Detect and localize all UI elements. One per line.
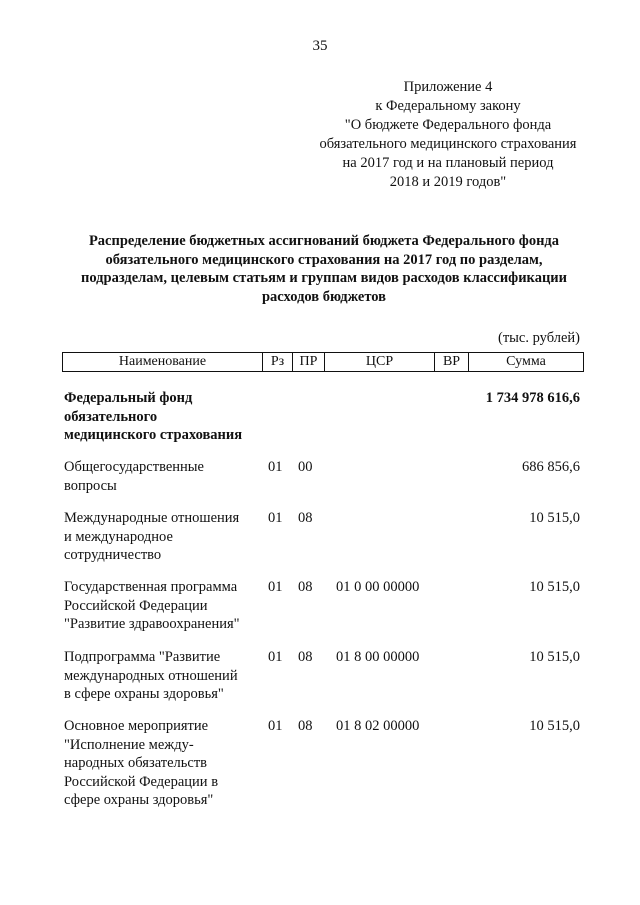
row-name-line: сотрудничество bbox=[64, 547, 162, 563]
row-name-line: Федеральный фонд bbox=[64, 390, 193, 406]
row-rz: 01 bbox=[268, 649, 283, 665]
table-header bbox=[62, 352, 584, 372]
row-name-line: Общегосударственные bbox=[64, 459, 204, 475]
row-name-line: вопросы bbox=[64, 477, 117, 494]
row-sum: 1 734 978 616,6 bbox=[485, 390, 580, 406]
row-rz: 01 bbox=[268, 510, 283, 526]
appendix-line: Приложение 4 bbox=[403, 79, 493, 95]
row-sum: 686 856,6 bbox=[522, 459, 580, 475]
row-rz: 01 bbox=[268, 459, 283, 475]
row-name-line: Основное мероприятие bbox=[64, 718, 209, 734]
row-csr: 01 8 02 00000 bbox=[336, 718, 420, 734]
header-csr: ЦСР bbox=[325, 353, 435, 371]
title-line: обязательного медицинского страхования на 2017 год по разделам, bbox=[105, 251, 543, 268]
row-name bbox=[64, 509, 264, 565]
appendix-line: 2018 и 2019 годов" bbox=[389, 174, 507, 190]
document-title bbox=[64, 232, 584, 306]
appendix-line: "О бюджете Федерального фонда bbox=[344, 117, 552, 133]
row-sum: 10 515,0 bbox=[529, 718, 580, 734]
row-pr: 00 bbox=[298, 459, 313, 475]
row-sum: 10 515,0 bbox=[529, 510, 580, 526]
row-name-line: в сфере охраны здоровья" bbox=[64, 686, 224, 702]
header-pr: ПР bbox=[293, 353, 325, 371]
row-name bbox=[64, 648, 264, 704]
row-rz: 01 bbox=[268, 579, 283, 595]
title-line: подразделам, целевым статьям и группам видов расходов классификации bbox=[80, 270, 568, 286]
row-name-line: обязательного bbox=[64, 408, 158, 425]
row-name-line: и международное bbox=[64, 528, 173, 545]
row-name bbox=[64, 458, 264, 495]
row-name bbox=[64, 389, 264, 445]
appendix-line: к Федеральному закону bbox=[375, 98, 521, 114]
header-vr: ВР bbox=[435, 353, 469, 371]
row-name-line: Российской Федерации bbox=[64, 597, 208, 614]
row-pr: 08 bbox=[298, 510, 313, 526]
row-name-line: "Развитие здравоохранения" bbox=[64, 616, 240, 632]
row-name-line: Подпрограмма "Развитие bbox=[64, 649, 221, 665]
row-name-line: народных обязательств bbox=[64, 755, 207, 771]
appendix-reference bbox=[296, 78, 600, 192]
units-label: (тыс. рублей) bbox=[498, 330, 580, 346]
row-pr: 08 bbox=[298, 718, 313, 734]
row-rz: 01 bbox=[268, 718, 283, 734]
row-name-line: международных отношений bbox=[64, 667, 238, 684]
page-number: 35 bbox=[312, 38, 328, 54]
row-pr: 08 bbox=[298, 579, 313, 595]
row-name bbox=[64, 717, 264, 810]
row-sum: 10 515,0 bbox=[529, 649, 580, 665]
appendix-line: на 2017 год и на плановый период bbox=[342, 155, 554, 171]
header-sum: Сумма bbox=[506, 354, 546, 369]
title-line: расходов бюджетов bbox=[261, 288, 386, 305]
row-name bbox=[64, 578, 264, 634]
row-name-line: "Исполнение между- bbox=[64, 736, 194, 753]
row-name-line: сфере охраны здоровья" bbox=[64, 792, 214, 808]
row-pr: 08 bbox=[298, 649, 313, 665]
appendix-line: обязательного медицинского страхования bbox=[319, 136, 577, 152]
row-csr: 01 8 00 00000 bbox=[336, 649, 420, 665]
row-name-line: Международные отношения bbox=[64, 510, 240, 526]
header-name: Наименование bbox=[63, 353, 263, 371]
title-line: Распределение бюджетных ассигнований бюджета Федерального фонда bbox=[88, 233, 560, 249]
row-name-line: Российской Федерации в bbox=[64, 773, 219, 790]
row-csr: 01 0 00 00000 bbox=[336, 579, 420, 595]
header-rz: Рз bbox=[263, 353, 293, 371]
row-name-line: Государственная программа bbox=[64, 579, 238, 595]
row-sum: 10 515,0 bbox=[529, 579, 580, 595]
row-name-line: медицинского страхования bbox=[64, 427, 243, 443]
